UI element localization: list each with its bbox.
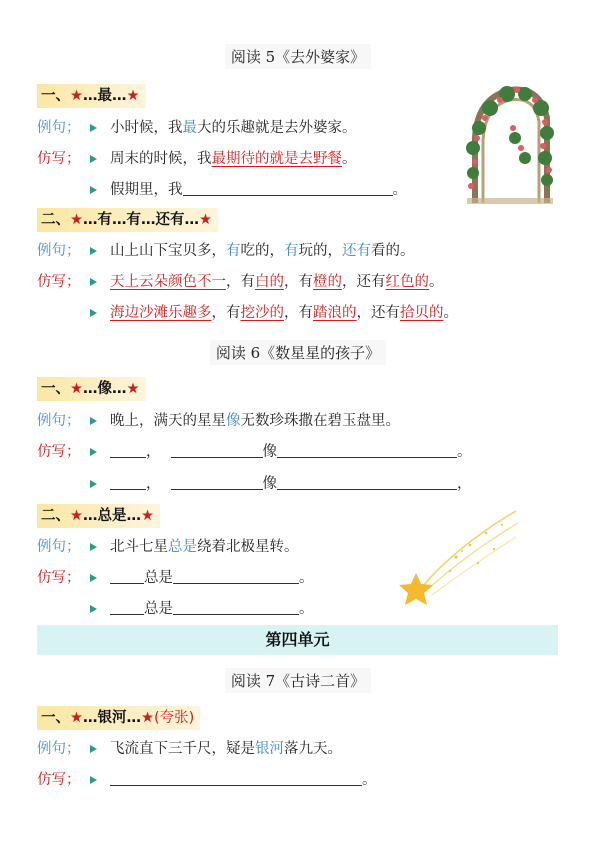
imitation-label: 仿写； (37, 570, 81, 586)
fill-blank[interactable] (173, 598, 299, 615)
example-sentence: 小时候，我最大的乐趣就是去外婆家。 (110, 120, 357, 136)
bullet-triangle-icon (90, 776, 97, 784)
bullet-triangle-icon (90, 745, 97, 753)
fill-blank[interactable] (277, 441, 457, 458)
bullet-triangle-icon (90, 574, 97, 582)
example-sentence: 飞流直下三千尺，疑是银河落九天。 (110, 741, 342, 757)
section-header-yinhe: 一、★…银河…★(夸张) (37, 706, 200, 730)
reading-7-title: 阅读 7《古诗二首》 (0, 668, 596, 693)
fill-blank[interactable] (110, 769, 362, 786)
flower-arch-illustration (455, 78, 555, 206)
fill-blank[interactable] (277, 473, 457, 490)
fill-blank[interactable] (171, 473, 263, 490)
fill-blank[interactable] (183, 179, 393, 196)
imitation-sentence: 周末的时候，我最期待的就是去野餐。 (110, 151, 357, 167)
example-label: 例句； (37, 741, 81, 757)
fill-blank[interactable] (173, 567, 299, 584)
imitation-label: 仿写； (37, 151, 81, 167)
imitation-sentence: 海边沙滩乐趣多，有挖沙的，有踏浪的，还有拾贝的。 (110, 305, 458, 321)
imitation-label: 仿写； (37, 444, 81, 460)
example-sentence: 北斗七星总是绕着北极星转。 (110, 539, 299, 555)
fill-blank[interactable] (110, 598, 144, 615)
imitation-label: 仿写； (37, 274, 81, 290)
bullet-triangle-icon (90, 309, 97, 317)
example-sentence: 晚上，满天的星星像无数珍珠撒在碧玉盘里。 (110, 413, 400, 429)
section-header-xiang: 一、★…像…★ (37, 377, 146, 401)
bullet-triangle-icon (90, 155, 97, 163)
bullet-triangle-icon (90, 124, 97, 132)
section-header-zongshi: 二、★…总是…★ (37, 504, 160, 528)
example-sentence: 山上山下宝贝多，有吃的，有玩的，还有看的。 (110, 243, 415, 259)
imitation-blank-line: 总是 。 (110, 598, 314, 620)
fill-blank[interactable] (110, 473, 146, 490)
imitation-blank-line: ， 像 ， (110, 473, 472, 495)
imitation-sentence: 天上云朵颜色不一，有白的，有橙的，还有红色的。 (110, 274, 444, 290)
bullet-triangle-icon (90, 543, 97, 551)
example-label: 例句； (37, 120, 81, 136)
bullet-triangle-icon (90, 417, 97, 425)
bullet-triangle-icon (90, 605, 97, 613)
section-header-zui: 一、★…最…★ (37, 84, 146, 108)
fill-blank[interactable] (110, 441, 146, 458)
example-label: 例句； (37, 243, 81, 259)
bullet-triangle-icon (90, 278, 97, 286)
reading-6-title: 阅读 6《数星星的孩子》 (0, 340, 596, 365)
imitation-blank-line: 总是 。 (110, 567, 314, 589)
bullet-triangle-icon (90, 448, 97, 456)
imitation-blank-line: ， 像 。 (110, 441, 472, 463)
example-label: 例句； (37, 539, 81, 555)
fill-blank[interactable] (171, 441, 263, 458)
bullet-triangle-icon (90, 186, 97, 194)
bullet-triangle-icon (90, 480, 97, 488)
section-header-you-you-haiyou: 二、★…有…有…还有…★ (37, 208, 218, 232)
reading-5-title: 阅读 5《去外婆家》 (0, 44, 596, 69)
imitation-blank-line: 假期里，我 。 (110, 179, 407, 201)
shooting-star-icon (398, 505, 523, 615)
example-label: 例句； (37, 413, 81, 429)
imitation-label: 仿写； (37, 772, 81, 788)
imitation-blank-line: 。 (110, 769, 377, 791)
bullet-triangle-icon (90, 247, 97, 255)
fill-blank[interactable] (110, 567, 144, 584)
unit-banner: 第四单元 (37, 625, 558, 655)
